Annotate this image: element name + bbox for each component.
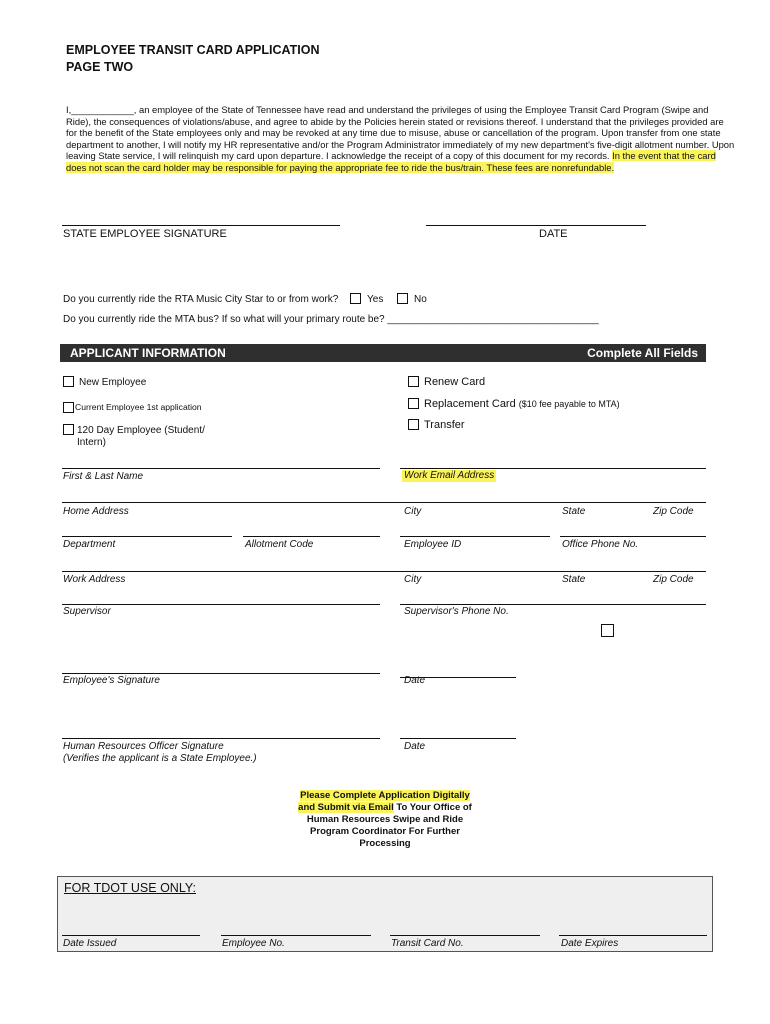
transit-card-no-label: Transit Card No. xyxy=(391,938,464,949)
date-line[interactable] xyxy=(426,225,646,226)
replacement-card-checkbox[interactable] xyxy=(408,398,419,409)
date-field-2[interactable] xyxy=(400,738,516,739)
day120-line-1: 120 Day Employee (Student/ xyxy=(77,425,205,436)
date-expires-label: Date Expires xyxy=(561,938,619,949)
rta-question: Do you currently ride the RTA Music City Star to or from work? xyxy=(63,294,339,305)
work-address-field[interactable] xyxy=(62,571,706,572)
date-issued-field[interactable] xyxy=(62,935,200,936)
date-label-1: Date xyxy=(404,675,426,686)
work-email-label: Work Email Address xyxy=(404,470,495,481)
home-address-field[interactable] xyxy=(62,502,706,503)
date-label-2: Date xyxy=(404,741,426,752)
rta-yes-label: Yes xyxy=(367,294,384,305)
replacement-card-text: Replacement Card xyxy=(424,398,516,410)
supervisor-phone-label: Supervisor's Phone No. xyxy=(404,606,509,617)
submit-highlight-1: Please Complete Application Digitally xyxy=(300,790,470,801)
hr-signature-field[interactable] xyxy=(62,738,380,739)
rta-yes-checkbox[interactable] xyxy=(350,293,361,304)
name-field[interactable] xyxy=(62,468,380,469)
applicant-info-banner xyxy=(60,344,706,362)
name-label: First & Last Name xyxy=(63,471,144,482)
renew-card-label: Renew Card xyxy=(424,376,486,388)
current-employee-label: Current Employee 1st application xyxy=(75,402,202,412)
banner-title: APPLICANT INFORMATION xyxy=(70,346,226,360)
date-expires-field[interactable] xyxy=(559,935,707,936)
banner-note: Complete All Fields xyxy=(587,346,698,360)
supervisor-phone-field[interactable] xyxy=(400,604,706,605)
tdot-use-only-box xyxy=(57,876,713,952)
agreement-highlight: In the event that the card does not scan the card holder may be responsible for paying the appropriate fee to ride the bus/train. These fees are nonrefundable. xyxy=(66,150,716,173)
agreement-paragraph xyxy=(66,104,736,174)
hr-signature-line-2: (Verifies the applicant is a State Employee.) xyxy=(63,753,257,764)
employee-no-label: Employee No. xyxy=(222,938,285,949)
work-address-label: Work Address xyxy=(63,574,126,585)
transfer-label: Transfer xyxy=(424,419,465,431)
day120-employee-label xyxy=(77,425,205,449)
renew-card-checkbox[interactable] xyxy=(408,376,419,387)
mta-question: Do you currently ride the MTA bus? If so what will your primary route be? ______________________________________ xyxy=(63,314,599,325)
replacement-fee-text: ($10 fee payable to MTA) xyxy=(518,399,620,409)
current-employee-checkbox[interactable] xyxy=(63,402,74,413)
employee-signature-field[interactable] xyxy=(62,673,380,674)
date-label: DATE xyxy=(539,228,568,240)
transit-card-no-field[interactable] xyxy=(390,935,540,936)
rta-no-label: No xyxy=(414,294,427,305)
agreement-text: I,____________, an employee of the State of Tennessee have read and understand the privileges of using the Employee Transit Card Program (Swipe and Ride), the consequences of violations/abuse, and agree to abide by the Policies herein stated or revisions thereof. I understand that the privileges provided are for the benefit of the State employees only and may be revoked at any time due to misuse, abuse or cancellation of the program. Upon transfer from one state department to another, I will notify my HR representative and/or the Program Administrator immediately of my new department's five-digit allotment number. Upon leaving State service, I will relinquish my card upon departure. I acknowledge the receipt of a copy of this document for my records. xyxy=(66,104,735,162)
department-label: Department xyxy=(63,539,116,550)
day120-employee-checkbox[interactable] xyxy=(63,424,74,435)
rta-no-checkbox[interactable] xyxy=(397,293,408,304)
title-line-2: PAGE TWO xyxy=(66,60,134,74)
hr-signature-label xyxy=(63,741,257,765)
verification-checkbox[interactable] xyxy=(601,624,614,637)
submit-highlight-2: and Submit via Email xyxy=(298,802,394,813)
new-employee-checkbox[interactable] xyxy=(63,376,74,387)
office-phone-label: Office Phone No. xyxy=(562,539,639,550)
submit-rest: To Your Office of Human Resources Swipe and Ride Program Coordinator For Further Processing xyxy=(306,802,472,849)
city-label-2: City xyxy=(404,574,422,585)
page-title xyxy=(66,42,319,76)
replacement-card-label xyxy=(424,398,620,410)
day120-line-2: Intern) xyxy=(77,437,106,448)
zip-label-1: Zip Code xyxy=(653,506,694,517)
date-issued-label: Date Issued xyxy=(63,938,117,949)
hr-signature-line-1: Human Resources Officer Signature xyxy=(63,741,224,752)
submit-instructions xyxy=(288,790,482,850)
city-label-1: City xyxy=(404,506,422,517)
work-email-field[interactable] xyxy=(400,468,706,469)
employee-id-field[interactable] xyxy=(400,536,550,537)
employee-no-field[interactable] xyxy=(221,935,371,936)
tdot-title: FOR TDOT USE ONLY: xyxy=(64,881,196,895)
employee-signature-field-label: Employee's Signature xyxy=(63,675,160,686)
supervisor-label: Supervisor xyxy=(63,606,111,617)
supervisor-field[interactable] xyxy=(62,604,380,605)
employee-signature-line[interactable] xyxy=(62,225,340,226)
home-address-label: Home Address xyxy=(63,506,129,517)
state-label-2: State xyxy=(562,574,586,585)
state-label-1: State xyxy=(562,506,586,517)
new-employee-label: New Employee xyxy=(79,377,147,388)
employee-id-label: Employee ID xyxy=(404,539,462,550)
title-line-1: EMPLOYEE TRANSIT CARD APPLICATION xyxy=(66,43,320,57)
allotment-code-field[interactable] xyxy=(243,536,380,537)
transfer-checkbox[interactable] xyxy=(408,419,419,430)
allotment-code-label: Allotment Code xyxy=(245,539,314,550)
office-phone-field[interactable] xyxy=(560,536,706,537)
department-field[interactable] xyxy=(62,536,232,537)
zip-label-2: Zip Code xyxy=(653,574,694,585)
employee-signature-label: STATE EMPLOYEE SIGNATURE xyxy=(63,228,227,240)
